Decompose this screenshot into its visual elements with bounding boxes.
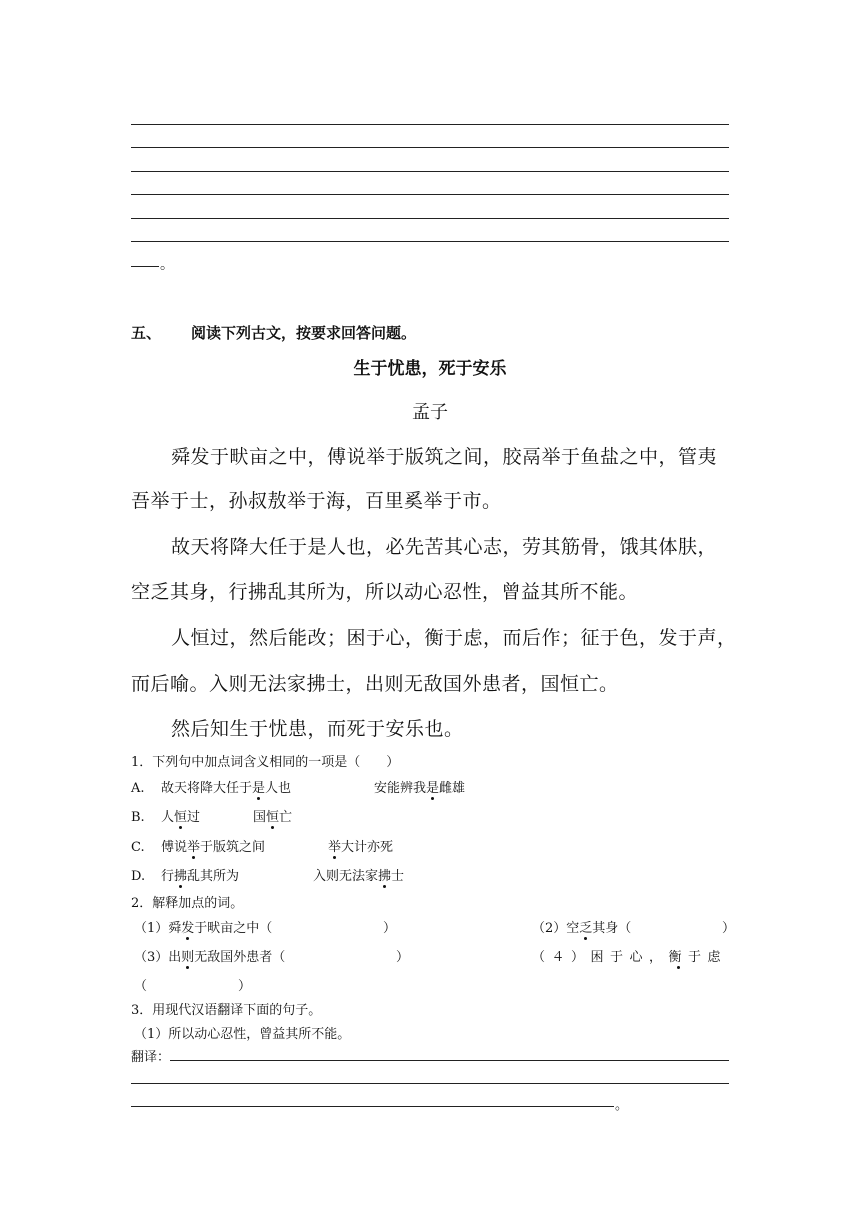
translation-end-mark: 。 <box>615 1098 629 1113</box>
question-1-option-a-compare: 安能辨我是雌雄 <box>374 777 465 796</box>
dotted-word: 是 <box>426 777 439 796</box>
passage-line: 舜发于畎亩之中，傅说举于版筑之间，胶鬲举于鱼盐之中，管夷 <box>171 446 718 468</box>
translation-line[interactable] <box>131 1106 614 1107</box>
question-1-option-b[interactable]: B. 人恒过 <box>131 806 200 825</box>
question-2-item-1-close: ） <box>383 921 397 936</box>
question-1-option-d[interactable]: D. 行拂乱其所为 <box>131 865 239 884</box>
question-2-item-3-close: ） <box>396 950 410 965</box>
answer-line[interactable] <box>131 171 729 172</box>
question-2-item-4-close: ） <box>238 979 252 994</box>
answer-line[interactable] <box>131 194 729 195</box>
question-2-item-3[interactable]: （3）出则无敌国外患者（ <box>134 946 285 965</box>
dotted-word: 乏 <box>579 917 592 936</box>
question-2-item-1[interactable]: （1）舜发于畎亩之中（ <box>134 917 272 936</box>
question-1-option-a[interactable]: A. 故天将降大任于是人也 <box>131 777 291 796</box>
dotted-word: 衡 <box>669 946 689 965</box>
section-number: 五、 <box>131 324 162 342</box>
question-1-stem: 1．下列句中加点词含义相同的一项是（ ） <box>131 755 400 770</box>
passage-line: 故天将降大任于是人也，必先苦其心志，劳其筋骨，饿其体肤， <box>171 536 718 558</box>
passage-line: 人恒过，然后能改；困于心，衡于虑，而后作；征于色，发于声， <box>171 627 737 649</box>
dotted-word: 举 <box>187 836 200 855</box>
question-1-option-c-compare: 举大计亦死 <box>328 836 393 855</box>
answer-line-short[interactable] <box>131 266 159 267</box>
question-1-option-b-compare: 国恒亡 <box>253 806 292 825</box>
answer-line[interactable] <box>131 241 729 242</box>
dotted-word: 恒 <box>266 806 279 825</box>
dotted-word: 举 <box>328 836 341 855</box>
question-1-option-d-compare: 入则无法家拂士 <box>313 865 404 884</box>
translation-line[interactable] <box>131 1083 729 1084</box>
answer-line[interactable] <box>131 124 729 125</box>
passage-line: 而后喻。入则无法家拂士，出则无敌国外患者，国恒亡。 <box>131 673 619 695</box>
question-3-sub: （1）所以动心忍性，曾益其所不能。 <box>134 1027 351 1042</box>
question-3-stem: 3．用现代汉语翻译下面的句子。 <box>131 1003 322 1018</box>
answer-end-mark: 。 <box>160 257 174 273</box>
dotted-word: 是 <box>252 777 265 796</box>
passage-line: 空乏其身，行拂乱其所为，所以动心忍性，曾益其所不能。 <box>131 581 639 603</box>
answer-line[interactable] <box>131 147 729 148</box>
option-label: B. <box>131 810 145 825</box>
passage-line: 然后知生于忧患，而死于安乐也。 <box>171 718 464 740</box>
question-2-item-4[interactable]: （４）困于心，衡于虑 <box>532 946 727 965</box>
dotted-word: 拂 <box>378 865 391 884</box>
question-2-stem: 2．解释加点的词。 <box>131 896 244 911</box>
option-label: A. <box>131 781 145 796</box>
option-label: D. <box>131 869 146 884</box>
dotted-word: 发 <box>181 917 194 936</box>
question-2-item-4-open: （ <box>134 979 148 994</box>
dotted-word: 恒 <box>174 806 187 825</box>
section-instruction: 阅读下列古文，按要求回答问题。 <box>191 324 417 342</box>
section-heading <box>131 322 416 343</box>
option-label: C. <box>131 840 145 855</box>
answer-line[interactable] <box>131 218 729 219</box>
passage-title: 生于忧患，死于安乐 <box>353 359 507 379</box>
translation-label: 翻译： <box>131 1050 171 1065</box>
question-2-item-2-close: ） <box>722 921 736 936</box>
passage-line: 吾举于士，孙叔敖举于海，百里奚举于市。 <box>131 490 502 512</box>
dotted-word: 拂 <box>174 865 187 884</box>
question-2-item-2[interactable]: （2）空乏其身（ <box>532 917 631 936</box>
passage-author: 孟子 <box>412 402 448 423</box>
translation-line[interactable] <box>170 1060 729 1061</box>
dotted-word: 则 <box>181 946 194 965</box>
question-1-option-c[interactable]: C. 傅说举于版筑之间 <box>131 836 265 855</box>
